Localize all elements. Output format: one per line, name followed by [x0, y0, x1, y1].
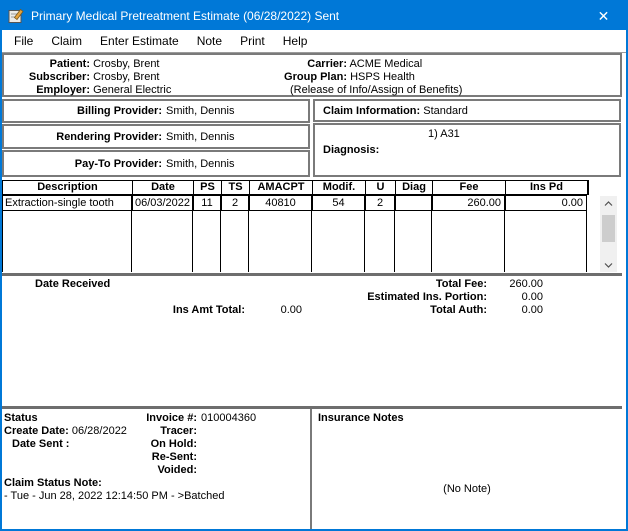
release-of-info-note: (Release of Info/Assign of Benefits) [290, 84, 463, 96]
rendering-provider-label: Rendering Provider: [56, 130, 162, 143]
procedure-row[interactable] [2, 195, 587, 211]
menu-claim[interactable]: Claim [51, 34, 83, 48]
patient-value: Crosby, Brent [93, 58, 160, 70]
patient-info-left [4, 58, 171, 97]
claim-status-note-value: - Tue - Jun 28, 2022 12:14:50 PM - >Batched [4, 490, 225, 502]
menu-note[interactable]: Note [196, 34, 223, 48]
create-date-label: Create Date: [4, 425, 69, 437]
claim-information-box [313, 99, 621, 122]
ins-amt-total-value: 0.00 [280, 304, 302, 316]
patient-info-panel [2, 53, 622, 97]
cell-diag [395, 195, 432, 211]
billing-provider-value: Smith, Dennis [166, 105, 235, 117]
employer-value: General Electric [93, 84, 172, 96]
close-button[interactable]: ✕ [597, 7, 610, 24]
status-header: Status [4, 412, 38, 424]
window-title: Primary Medical Pretreatment Estimate (06/28/2022) Sent [31, 9, 340, 23]
diagnosis-label: Diagnosis: [323, 144, 380, 156]
total-auth-value: 0.00 [521, 304, 543, 316]
subscriber-label: Subscriber: [28, 71, 90, 83]
col-header-amacpt: AMACPT [250, 181, 313, 194]
cell-amacpt: 40810 [249, 195, 312, 211]
carrier-value: ACME Medical [349, 58, 423, 70]
procedures-grid-body [2, 195, 589, 272]
insurance-notes-empty: (No Note) [443, 483, 491, 495]
voided-label: Voided: [157, 464, 197, 476]
rendering-provider-value: Smith, Dennis [166, 130, 235, 143]
status-section-divider [2, 406, 622, 409]
claim-information-label: Claim Information: [323, 104, 421, 117]
cell-description: Extraction-single tooth [2, 195, 132, 211]
cell-inspd: 0.00 [505, 195, 587, 211]
menu-enter-estimate[interactable]: Enter Estimate [100, 34, 179, 48]
col-header-ps: PS [194, 181, 222, 194]
payto-provider-label: Pay-To Provider: [74, 157, 162, 170]
payto-provider-value: Smith, Dennis [166, 157, 235, 170]
patient-label: Patient: [49, 58, 90, 70]
col-header-description: Description [3, 181, 133, 194]
diagnosis-box [313, 123, 621, 177]
diagnosis-codes: 1) A31 [428, 128, 460, 140]
status-notes-divider [310, 409, 312, 529]
group-plan-value: HSPS Health [350, 71, 415, 83]
totals-divider [2, 273, 622, 276]
cell-u: 2 [365, 195, 395, 211]
total-fee-value: 260.00 [509, 278, 543, 290]
col-header-modif: Modif. [313, 181, 366, 194]
invoice-label: Invoice #: [146, 412, 197, 424]
menu-print[interactable]: Print [240, 34, 265, 48]
total-auth-label: Total Auth: [430, 304, 487, 316]
tracer-label: Tracer: [160, 425, 197, 437]
col-header-diag: Diag [396, 181, 433, 194]
payto-provider-box [2, 150, 310, 177]
rendering-provider-box [2, 124, 310, 149]
billing-provider-box [2, 99, 310, 123]
claim-content [2, 53, 626, 529]
insurance-notes-header: Insurance Notes [318, 412, 404, 424]
cell-fee: 260.00 [432, 195, 505, 211]
ins-amt-total-label: Ins Amt Total: [172, 304, 245, 316]
estimated-ins-portion-value: 0.00 [521, 291, 543, 303]
date-sent-label: Date Sent : [12, 438, 70, 450]
col-header-ts: TS [222, 181, 250, 194]
col-header-inspd: Ins Pd [506, 181, 588, 194]
col-header-u: U [366, 181, 396, 194]
claim-information-value: Standard [423, 104, 468, 117]
create-date-value: 06/28/2022 [71, 425, 127, 437]
menu-bar [2, 30, 626, 53]
col-header-date: Date [133, 181, 194, 194]
estimated-ins-portion-label: Estimated Ins. Portion: [367, 291, 487, 303]
carrier-info [244, 58, 462, 97]
procedures-grid [2, 180, 589, 272]
scrollbar-thumb[interactable] [602, 215, 615, 242]
claim-status-note-label: Claim Status Note: [4, 477, 102, 489]
carrier-label: Carrier: [307, 58, 347, 70]
cell-date: 06/03/2022 [132, 195, 193, 211]
menu-help[interactable]: Help [282, 34, 308, 48]
date-received-label: Date Received [35, 278, 111, 290]
cell-modif: 54 [312, 195, 365, 211]
col-header-fee: Fee [433, 181, 506, 194]
total-fee-label: Total Fee: [435, 278, 487, 290]
menu-file[interactable]: File [14, 34, 34, 48]
claim-edit-icon [8, 8, 24, 24]
title-bar [2, 2, 626, 30]
scroll-down-icon[interactable] [600, 257, 617, 272]
billing-provider-label: Billing Provider: [77, 105, 162, 117]
group-plan-label: Group Plan: [284, 71, 347, 83]
scroll-up-icon[interactable] [600, 196, 617, 211]
cell-ps: 11 [193, 195, 221, 211]
resent-label: Re-Sent: [151, 451, 197, 463]
cell-ts: 2 [221, 195, 249, 211]
grid-scrollbar[interactable] [600, 196, 617, 272]
employer-label: Employer: [36, 84, 90, 96]
procedures-grid-header [2, 180, 589, 195]
subscriber-value: Crosby, Brent [93, 71, 160, 83]
on-hold-label: On Hold: [150, 438, 197, 450]
invoice-value: 010004360 [201, 412, 257, 424]
